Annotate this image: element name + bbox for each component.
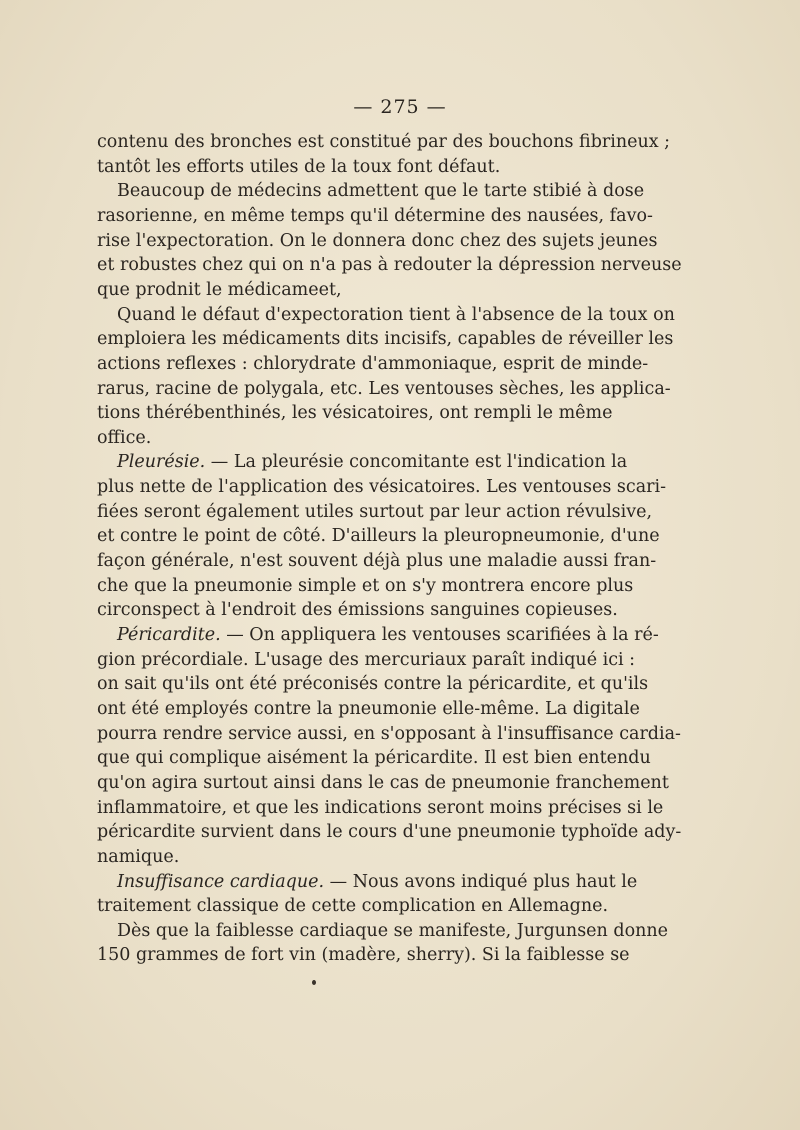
text-line — [117, 179, 645, 203]
line-text: — La pleurésie concomitante est l'indication la — [205, 452, 628, 473]
page-number: — 275 — — [353, 96, 447, 118]
line-text: emploiera les médicaments dits incisifs, capables de réveiller les — [97, 329, 674, 350]
line-text: et robustes chez qui on n'a pas à redouter la dépression nerveuse — [97, 255, 682, 276]
line-text: tions thérébenthinés, les vésicatoires, ont rempli le même — [97, 403, 613, 424]
line-text: — Nous avons indiqué plus haut le — [324, 871, 638, 892]
section-heading: Péricardite. — [117, 625, 221, 645]
line-text: Dès que la faiblesse cardiaque se manifeste, Jurgunsen donne — [117, 920, 669, 941]
text-line — [117, 870, 638, 894]
text-line — [97, 598, 618, 622]
text-line — [97, 426, 597, 450]
text-line — [97, 648, 636, 672]
text-line — [117, 919, 669, 943]
line-text: traitement classique de cette complication en Allemagne. — [97, 896, 609, 917]
text-line — [97, 352, 649, 376]
text-line — [97, 278, 597, 302]
line-text: que qui complique aisément la péricardite. Il est bien entendu — [97, 748, 651, 769]
text-line — [97, 574, 634, 598]
line-text: que prodnit le médicameet, — [97, 279, 342, 300]
line-text: fiées seront également utiles surtout par leur action révulsive, — [97, 501, 653, 522]
text-line — [97, 524, 660, 548]
line-text: et contre le point de côté. D'ailleurs la pleuropneumonie, d'une — [97, 526, 660, 547]
line-text: plus nette de l'application des vésicatoires. Les ventouses scari- — [97, 477, 667, 498]
text-line — [97, 943, 630, 967]
line-text: rasorienne, en même temps qu'il détermine des nausées, favo- — [97, 205, 653, 226]
text-line — [97, 672, 649, 696]
line-text: Beaucoup de médecins admettent que le tarte stibié à dose — [117, 181, 645, 202]
line-text: 150 grammes de fort vin (madère, sherry). Si la faiblesse se — [97, 945, 630, 966]
text-line — [97, 475, 667, 499]
text-line — [97, 253, 682, 277]
text-line — [97, 722, 681, 746]
text-line — [97, 894, 609, 918]
text-line — [97, 549, 657, 573]
line-text: qu'on agira surtout ainsi dans le cas de pneumonie franchement — [97, 772, 669, 793]
line-text: circonspect à l'endroit des émissions sanguines copieuses. — [97, 600, 618, 621]
text-line — [97, 746, 651, 770]
line-text: tantôt les efforts utiles de la toux font défaut. — [97, 156, 501, 177]
text-line — [117, 623, 659, 647]
text-line — [97, 845, 597, 869]
text-line — [97, 155, 597, 179]
line-text: contenu des bronches est constitué par des bouchons fibrineux ; — [97, 132, 671, 152]
line-text: namique. — [97, 846, 180, 867]
line-text: rarus, racine de polygala, etc. Les ventouses sèches, les applica- — [97, 378, 671, 399]
text-line — [97, 500, 653, 524]
text-line — [97, 204, 653, 228]
text-line — [97, 130, 671, 154]
text-line — [97, 771, 669, 795]
line-text: gion précordiale. L'usage des mercuriaux paraît indiqué ici : — [97, 649, 636, 670]
section-heading: Insuffisance cardiaque. — [117, 871, 325, 892]
section-heading: Pleurésie. — [117, 452, 206, 473]
line-text: office. — [97, 427, 152, 448]
text-line — [97, 327, 674, 351]
line-text: péricardite survient dans le cours d'une pneumonie typhoïde ady- — [97, 822, 682, 843]
line-text: che que la pneumonie simple et on s'y montrera encore plus — [97, 575, 634, 596]
text-line — [97, 229, 658, 253]
line-text: actions reflexes : chlorydrate d'ammoniaque, esprit de minde- — [97, 353, 649, 374]
text-line — [97, 377, 671, 401]
line-text: inflammatoire, et que les indications seront moins précises si le — [97, 797, 664, 818]
line-text: ont été employés contre la pneumonie elle-même. La digitale — [97, 698, 640, 719]
text-line — [97, 401, 613, 425]
line-text: pourra rendre service aussi, en s'opposant à l'insuffisance cardia- — [97, 723, 681, 744]
text-line — [97, 697, 640, 721]
text-line — [97, 820, 682, 844]
line-text: façon générale, n'est souvent déjà plus une maladie aussi fran- — [97, 551, 657, 572]
line-text: — On appliquera les ventouses scarifiées à la ré- — [220, 625, 659, 645]
print-speck — [312, 980, 316, 985]
text-line — [97, 796, 664, 820]
line-text: rise l'expectoration. On le donnera donc chez des sujets jeunes — [97, 230, 658, 251]
text-line — [117, 450, 628, 474]
text-line — [117, 303, 675, 327]
line-text: Quand le défaut d'expectoration tient à l'absence de la toux on — [117, 304, 675, 325]
line-text: on sait qu'ils ont été préconisés contre la péricardite, et qu'ils — [97, 674, 649, 695]
